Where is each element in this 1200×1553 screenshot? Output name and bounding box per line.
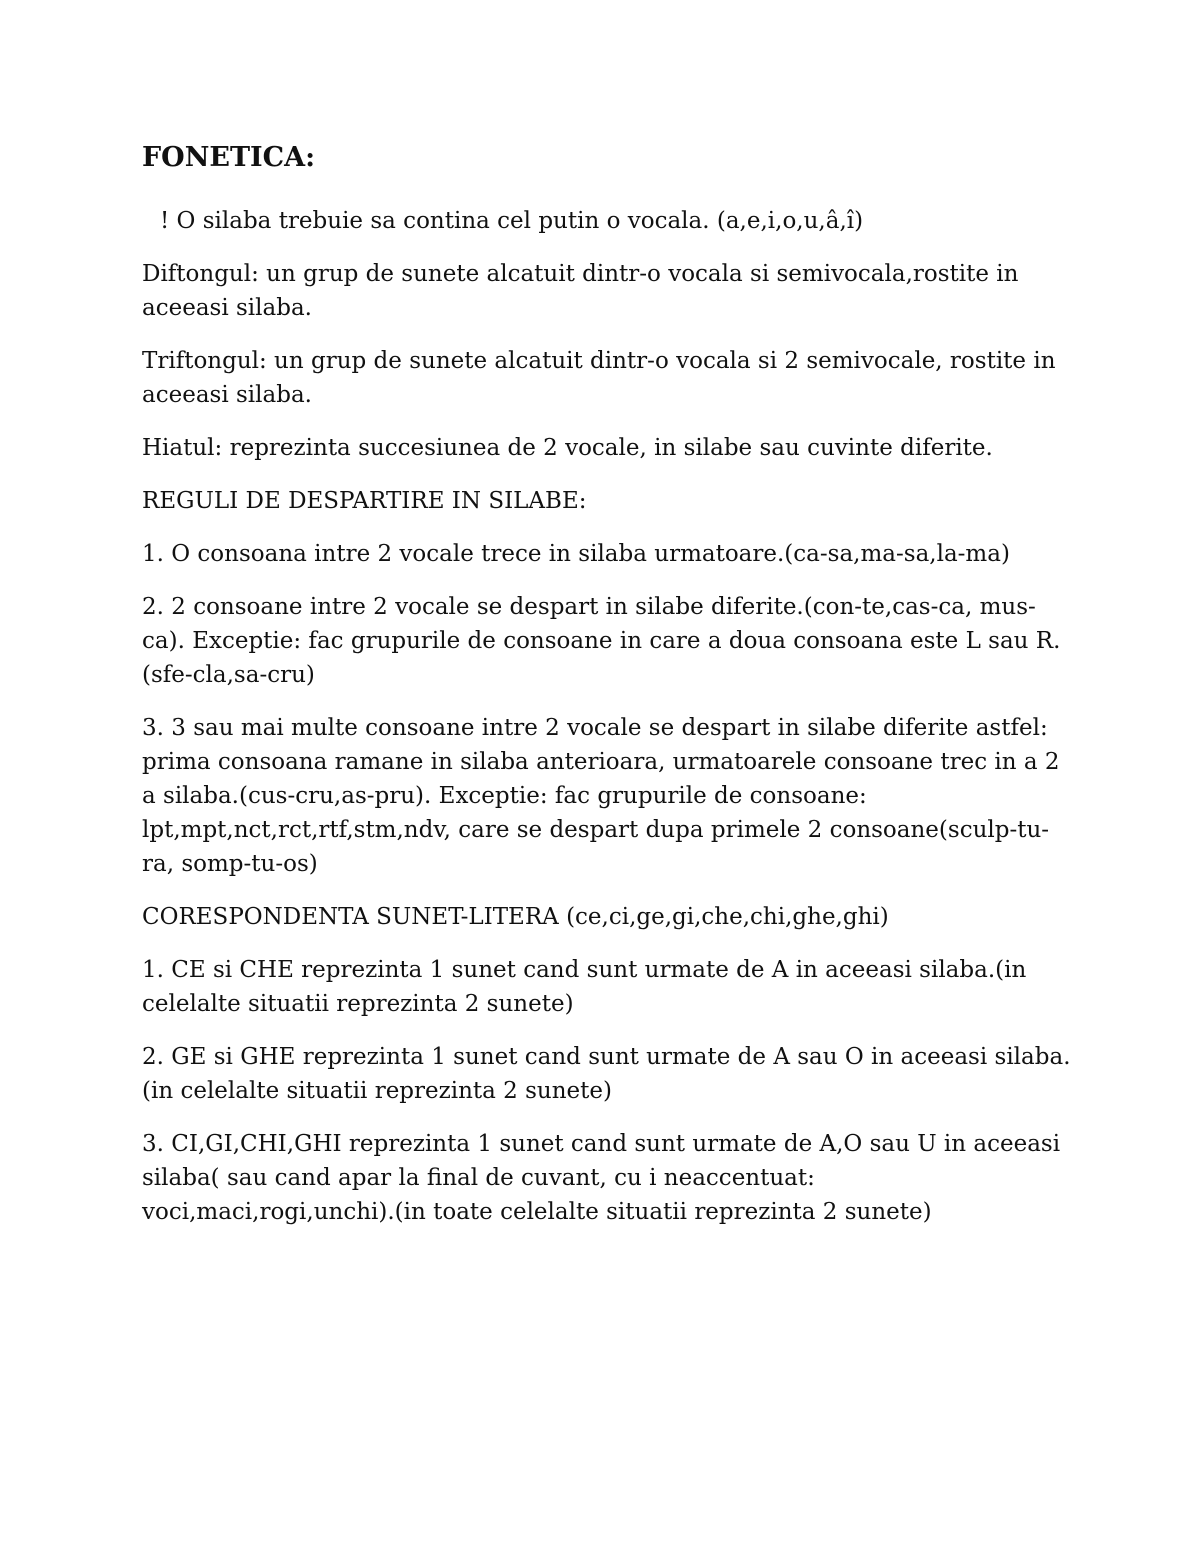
vowel-rule-note: ! O silaba trebuie sa contina cel putin o vocala. (a,e,i,o,u,â,î) bbox=[160, 208, 864, 234]
paragraph-triftong: Triftongul: un grup de sunete alcatuit dintr-o vocala si 2 semivocale, rostite in aceeasi silaba. bbox=[142, 348, 1056, 408]
syllable-rule-2: 2. 2 consoane intre 2 vocale se despart in silabe diferite.(con-te,cas-ca, mus-ca). Exceptie: fac grupurile de consoane in care a doua consoana este L sau R.(sfe-cla,sa-cru) bbox=[142, 594, 1061, 688]
syllable-rule-1: 1. O consoana intre 2 vocale trece in silaba urmatoare.(ca-sa,ma-sa,la-ma) bbox=[142, 541, 1010, 567]
section-heading-syllable-rules: REGULI DE DESPARTIRE IN SILABE: bbox=[142, 488, 587, 514]
syllable-rule-3: 3. 3 sau mai multe consoane intre 2 vocale se despart in silabe diferite astfel: prima consoana ramane in silaba anterioara, urmatoarele consoane trec in a 2 a silaba.(cus-cru,as-pru). Exceptie: fac grupurile de consoane: lpt,mpt,nct,rct,rtf,stm,ndv, care se despart dupa primele 2 consoane(sculp-tu-ra, somp-tu-os) bbox=[142, 715, 1060, 877]
document-body bbox=[142, 138, 1072, 1248]
paragraph-hiat: Hiatul: reprezinta succesiunea de 2 vocale, in silabe sau cuvinte diferite. bbox=[142, 435, 993, 461]
sound-letter-rule-2: 2. GE si GHE reprezinta 1 sunet cand sunt urmate de A sau O in aceeasi silaba.(in celelalte situatii reprezinta 2 sunete) bbox=[142, 1044, 1071, 1104]
section-heading-sound-letter: CORESPONDENTA SUNET-LITERA (ce,ci,ge,gi,che,chi,ghe,ghi) bbox=[142, 904, 889, 930]
document-title: FONETICA: bbox=[142, 142, 316, 173]
sound-letter-rule-3: 3. CI,GI,CHI,GHI reprezinta 1 sunet cand sunt urmate de A,O sau U in aceeasi silaba( sau cand apar la final de cuvant, cu i neaccentuat: voci,maci,rogi,unchi).(in toate celelalte situatii reprezinta 2 sunete) bbox=[142, 1131, 1061, 1225]
paragraph-diftong: Diftongul: un grup de sunete alcatuit dintr-o vocala si semivocala,rostite in aceeasi silaba. bbox=[142, 261, 1019, 321]
sound-letter-rule-1: 1. CE si CHE reprezinta 1 sunet cand sunt urmate de A in aceeasi silaba.(in celelalte situatii reprezinta 2 sunete) bbox=[142, 957, 1027, 1017]
